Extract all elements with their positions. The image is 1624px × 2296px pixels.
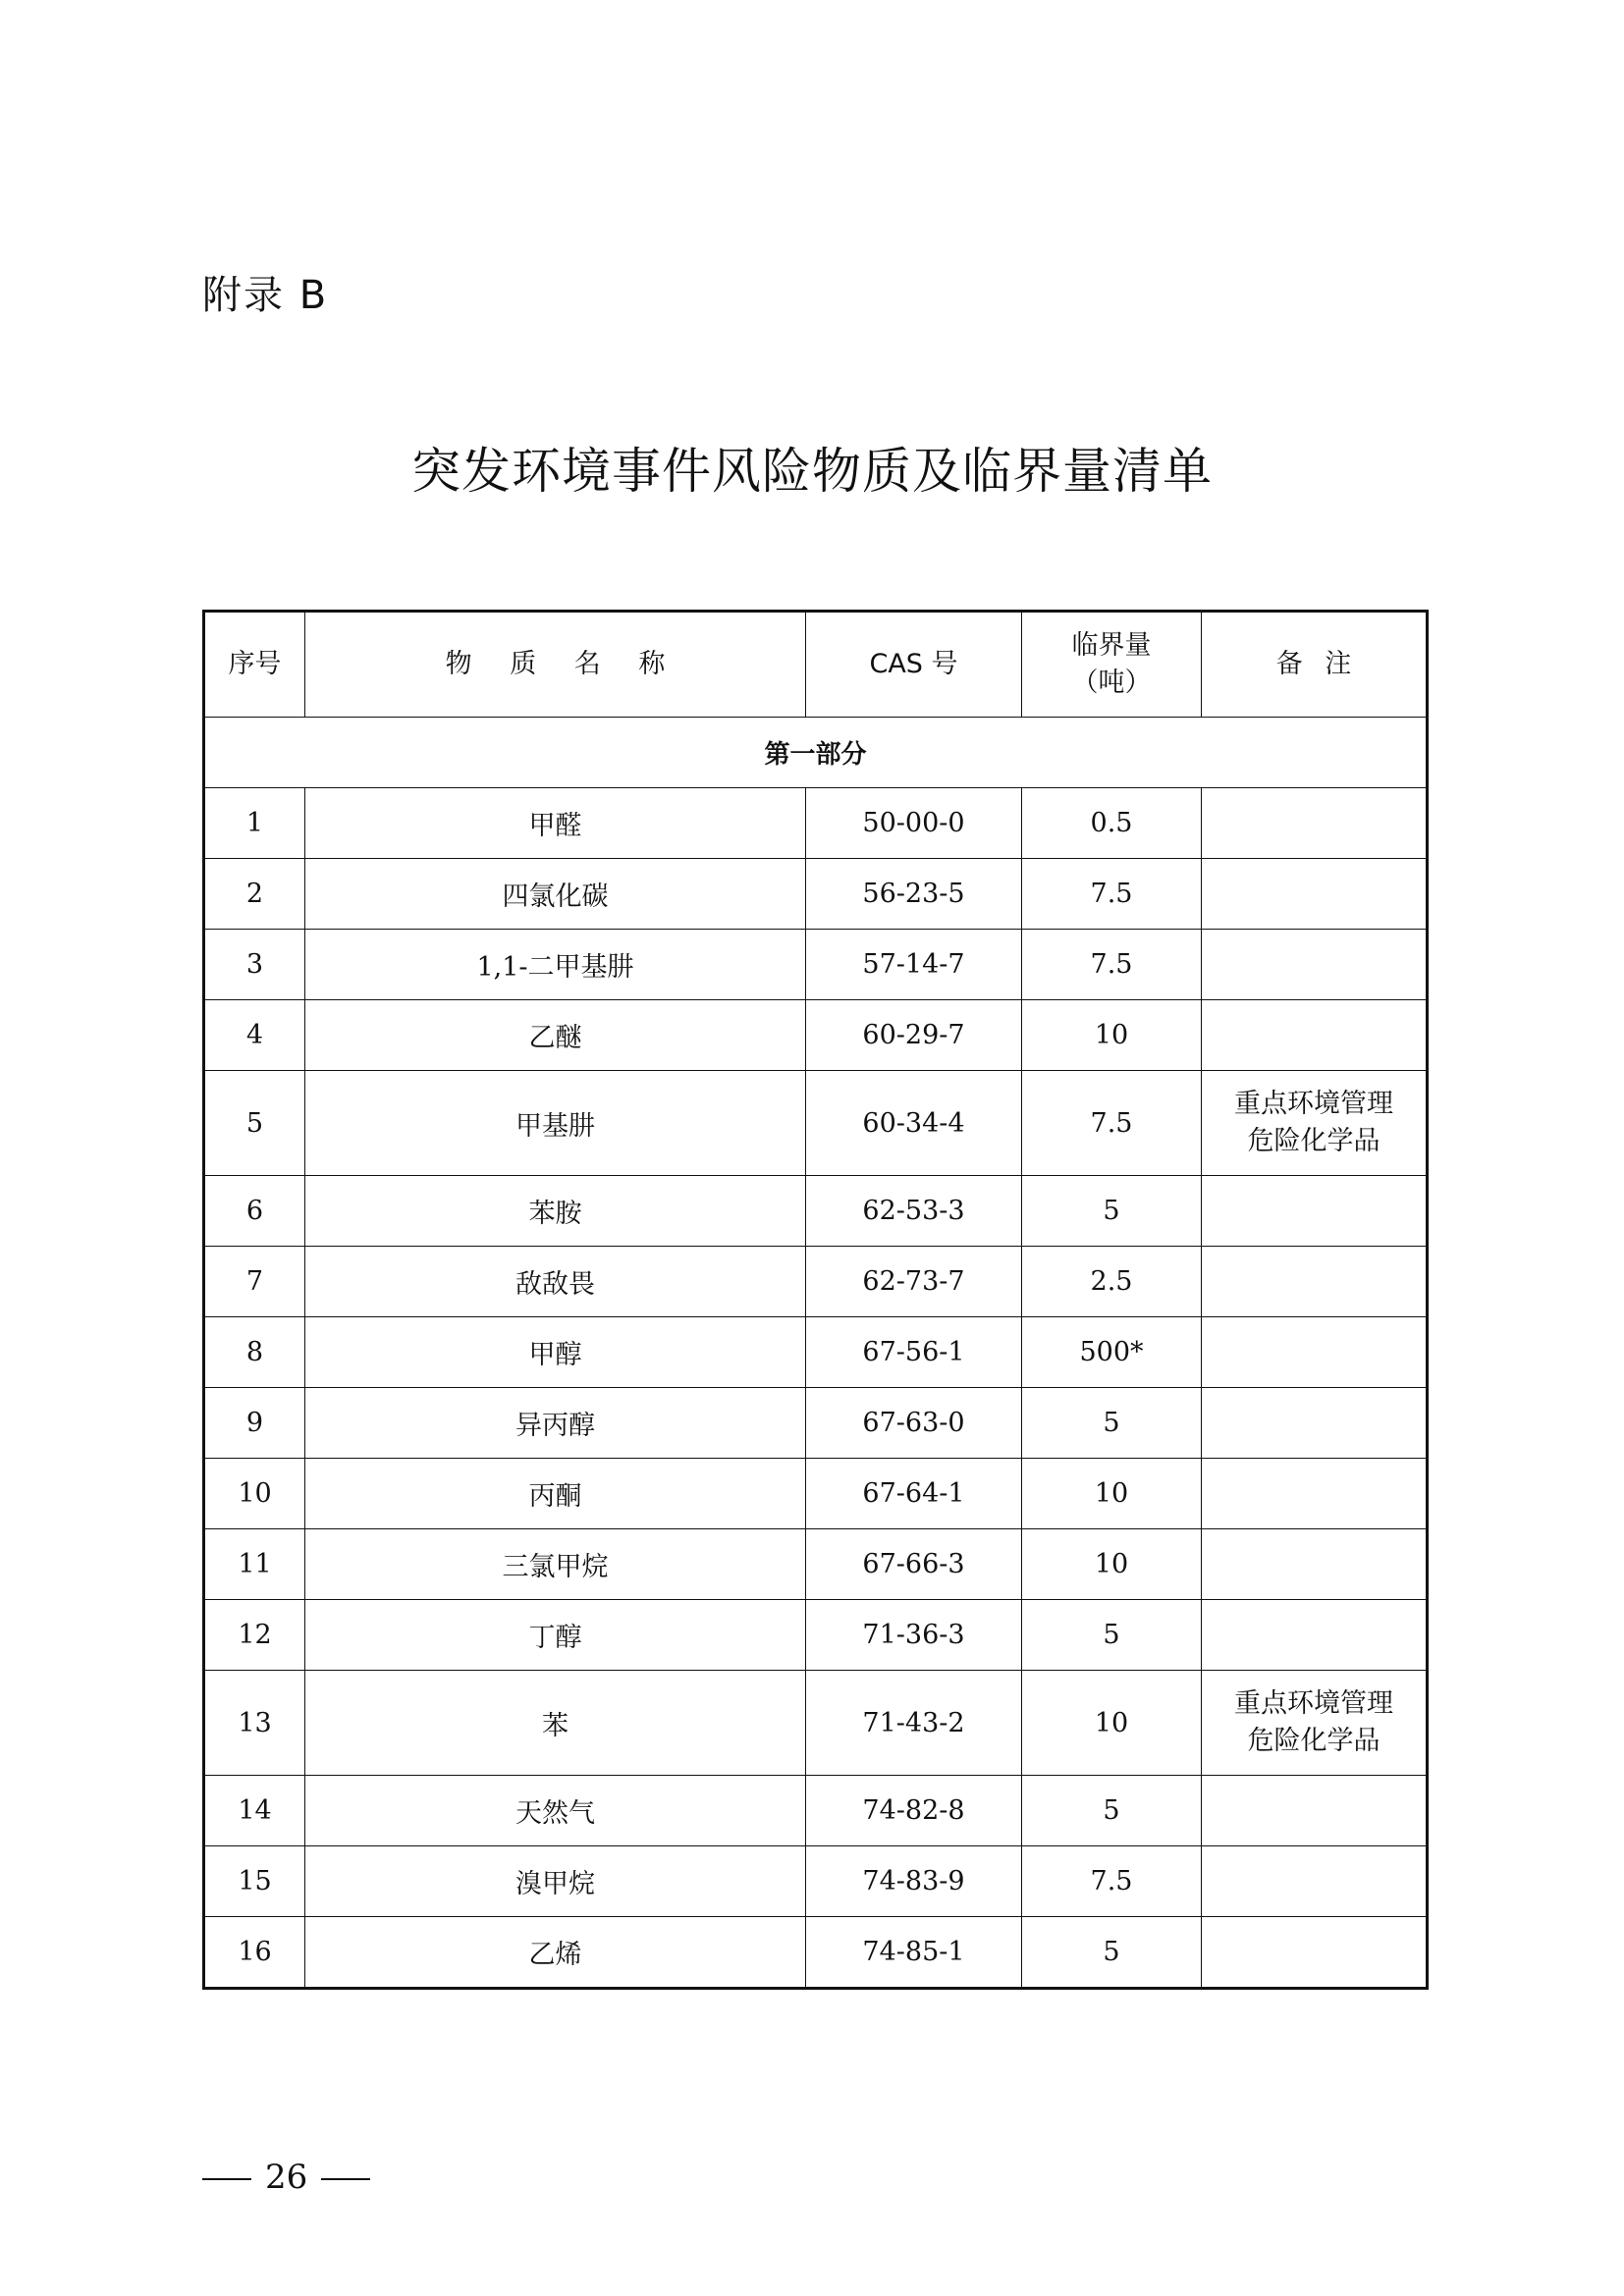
- cell-substance-name: 四氯化碳: [305, 859, 806, 930]
- cell-cas-number: 56-23-5: [806, 859, 1022, 930]
- cell-remark: [1202, 1000, 1428, 1071]
- table-row: [204, 1917, 1428, 1989]
- cell-threshold: 10: [1022, 1459, 1202, 1529]
- cell-substance-name: 溴甲烷: [305, 1846, 806, 1917]
- cell-remark: [1202, 1388, 1428, 1459]
- page-footer: [202, 2158, 384, 2197]
- cell-substance-name: 1,1-二甲基肼: [305, 930, 806, 1000]
- cell-index: 13: [204, 1671, 305, 1776]
- cell-substance-name: 敌敌畏: [305, 1247, 806, 1317]
- cell-substance-name: 天然气: [305, 1776, 806, 1846]
- cell-substance-name: 甲醇: [305, 1317, 806, 1388]
- cell-threshold: 0.5: [1022, 788, 1202, 859]
- cell-index: 16: [204, 1917, 305, 1989]
- footer-dash-left: [202, 2178, 251, 2180]
- remark-line: 重点环境管理: [1234, 1089, 1393, 1119]
- footer-dash-right: [321, 2178, 370, 2180]
- cell-remark: [1202, 1317, 1428, 1388]
- cell-threshold: 5: [1022, 1917, 1202, 1989]
- cell-remark: [1202, 1671, 1428, 1776]
- cell-index: 2: [204, 859, 305, 930]
- header-threshold: [1022, 612, 1202, 718]
- cell-threshold: 5: [1022, 1776, 1202, 1846]
- cell-cas-number: 67-56-1: [806, 1317, 1022, 1388]
- cell-substance-name: 乙醚: [305, 1000, 806, 1071]
- cell-cas-number: 67-63-0: [806, 1388, 1022, 1459]
- table-row: [204, 1176, 1428, 1247]
- risk-substance-table: [202, 610, 1429, 1990]
- cell-index: 7: [204, 1247, 305, 1317]
- cell-index: 8: [204, 1317, 305, 1388]
- cell-remark: [1202, 1176, 1428, 1247]
- cell-remark: [1202, 1459, 1428, 1529]
- cell-index: 14: [204, 1776, 305, 1846]
- section-title: 第一部分: [204, 718, 1428, 788]
- table-row: [204, 1776, 1428, 1846]
- cell-index: 4: [204, 1000, 305, 1071]
- cell-threshold: 7.5: [1022, 859, 1202, 930]
- cell-substance-name: 甲醛: [305, 788, 806, 859]
- header-name: [305, 612, 806, 718]
- appendix-label: 附录 B: [202, 273, 329, 318]
- cell-remark: [1202, 1776, 1428, 1846]
- cell-remark: [1202, 1917, 1428, 1989]
- cell-index: 10: [204, 1459, 305, 1529]
- cell-index: 11: [204, 1529, 305, 1600]
- cell-remark: [1202, 930, 1428, 1000]
- table-row: [204, 1317, 1428, 1388]
- cell-cas-number: 67-64-1: [806, 1459, 1022, 1529]
- cell-substance-name: 苯胺: [305, 1176, 806, 1247]
- table-row: [204, 1247, 1428, 1317]
- cell-threshold: 500*: [1022, 1317, 1202, 1388]
- cell-remark: [1202, 1071, 1428, 1176]
- table-row: [204, 1071, 1428, 1176]
- table-row: [204, 1459, 1428, 1529]
- table-row: [204, 788, 1428, 859]
- table-row: [204, 1388, 1428, 1459]
- cell-cas-number: 57-14-7: [806, 930, 1022, 1000]
- remark-line: 重点环境管理: [1234, 1688, 1393, 1719]
- cell-remark: [1202, 1247, 1428, 1317]
- cell-threshold: 10: [1022, 1529, 1202, 1600]
- cell-threshold: 10: [1022, 1000, 1202, 1071]
- table-row: [204, 1846, 1428, 1917]
- cell-threshold: 5: [1022, 1176, 1202, 1247]
- cell-threshold: 7.5: [1022, 930, 1202, 1000]
- cell-substance-name: 异丙醇: [305, 1388, 806, 1459]
- cell-threshold: 2.5: [1022, 1247, 1202, 1317]
- cell-index: 5: [204, 1071, 305, 1176]
- cell-substance-name: 乙烯: [305, 1917, 806, 1989]
- table-row: [204, 1600, 1428, 1671]
- cell-remark: [1202, 788, 1428, 859]
- cell-substance-name: 三氯甲烷: [305, 1529, 806, 1600]
- header-threshold-line2: （吨）: [1071, 667, 1152, 698]
- table-row: [204, 1671, 1428, 1776]
- cell-remark: [1202, 859, 1428, 930]
- cell-index: 12: [204, 1600, 305, 1671]
- table-row: [204, 859, 1428, 930]
- table-header-row: [204, 612, 1428, 718]
- cell-index: 9: [204, 1388, 305, 1459]
- table-row: [204, 1000, 1428, 1071]
- remark-line: 危险化学品: [1247, 1726, 1380, 1756]
- cell-substance-name: 甲基肼: [305, 1071, 806, 1176]
- table-row: [204, 930, 1428, 1000]
- cell-cas-number: 60-29-7: [806, 1000, 1022, 1071]
- cell-threshold: 10: [1022, 1671, 1202, 1776]
- cell-cas-number: 71-43-2: [806, 1671, 1022, 1776]
- cell-index: 1: [204, 788, 305, 859]
- cell-cas-number: 62-53-3: [806, 1176, 1022, 1247]
- cell-substance-name: 丁醇: [305, 1600, 806, 1671]
- header-remark-label: 备 注: [1275, 649, 1352, 679]
- header-remark: [1202, 612, 1428, 718]
- header-threshold-line1: 临界量: [1071, 630, 1152, 661]
- cell-remark: [1202, 1600, 1428, 1671]
- cell-threshold: 7.5: [1022, 1846, 1202, 1917]
- cell-threshold: 5: [1022, 1388, 1202, 1459]
- cell-cas-number: 71-36-3: [806, 1600, 1022, 1671]
- cell-index: 15: [204, 1846, 305, 1917]
- cell-substance-name: 丙酮: [305, 1459, 806, 1529]
- cell-threshold: 5: [1022, 1600, 1202, 1671]
- cell-index: 3: [204, 930, 305, 1000]
- cell-cas-number: 60-34-4: [806, 1071, 1022, 1176]
- header-index: 序号: [204, 612, 305, 718]
- cell-cas-number: 67-66-3: [806, 1529, 1022, 1600]
- cell-cas-number: 74-85-1: [806, 1917, 1022, 1989]
- cell-threshold: 7.5: [1022, 1071, 1202, 1176]
- page-number: 26: [265, 2158, 308, 2197]
- header-name-label: 物 质 名 称: [445, 649, 666, 679]
- header-cas: CAS 号: [806, 612, 1022, 718]
- table-row: [204, 1529, 1428, 1600]
- cell-cas-number: 62-73-7: [806, 1247, 1022, 1317]
- remark-line: 危险化学品: [1247, 1126, 1380, 1156]
- cell-cas-number: 74-83-9: [806, 1846, 1022, 1917]
- cell-substance-name: 苯: [305, 1671, 806, 1776]
- cell-index: 6: [204, 1176, 305, 1247]
- cell-cas-number: 74-82-8: [806, 1776, 1022, 1846]
- cell-cas-number: 50-00-0: [806, 788, 1022, 859]
- cell-remark: [1202, 1529, 1428, 1600]
- cell-remark: [1202, 1846, 1428, 1917]
- section-row: [204, 718, 1428, 788]
- document-title: 突发环境事件风险物质及临界量清单: [411, 443, 1213, 500]
